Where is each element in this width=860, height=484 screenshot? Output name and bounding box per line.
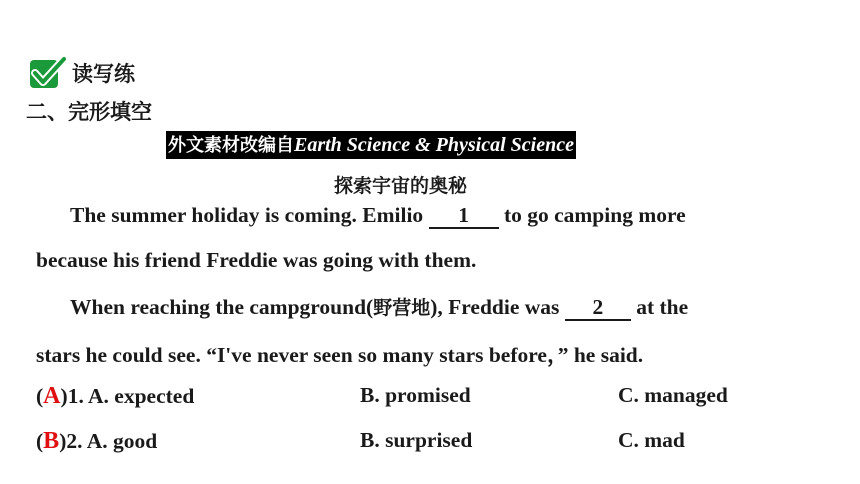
passage-line-4: stars he could see. “I've never seen so many stars before，” he said. <box>36 343 644 367</box>
option-a: A. good <box>86 429 158 453</box>
answer-mark: A <box>43 383 61 409</box>
blank-1: 1 <box>429 204 499 229</box>
question-number: 2. <box>66 429 83 453</box>
paren-close: ) <box>59 429 67 453</box>
passage-title: 探索宇宙的奥秘 <box>334 175 468 197</box>
section-heading <box>28 56 135 90</box>
passage-line-1 <box>70 203 686 229</box>
question-row-2 <box>36 428 157 455</box>
text-segment: to go camping more <box>503 203 686 227</box>
option-c: C. mad <box>618 428 685 452</box>
paren-open: ( <box>36 384 44 408</box>
option-a: A. expected <box>88 384 195 408</box>
text-segment-cn: 野营地 <box>373 297 431 319</box>
text-segment: ), Freddie was <box>430 295 560 319</box>
passage-line-2: because his friend Freddie was going with them. <box>36 248 477 272</box>
option-b: B. promised <box>360 383 471 407</box>
text-segment: The summer holiday is coming. Emilio <box>70 203 424 227</box>
source-en-text: Earth Science & Physical Science <box>294 134 574 156</box>
blank-2: 2 <box>565 296 631 321</box>
text-segment: at the <box>636 295 689 319</box>
text-segment: When reaching the campground( <box>70 295 374 319</box>
heading-label: 读写练 <box>72 62 135 86</box>
option-b: B. surprised <box>360 428 473 452</box>
paren-close: ) <box>60 384 68 408</box>
question-number: 1. <box>67 384 84 408</box>
checkmark-icon <box>28 56 68 90</box>
option-c: C. managed <box>618 383 728 407</box>
question-row-1 <box>36 383 194 410</box>
passage-line-3 <box>70 293 688 321</box>
source-banner <box>166 131 576 159</box>
paren-open: ( <box>36 429 44 453</box>
answer-mark: B <box>43 428 60 454</box>
section-title: 二、完形填空 <box>26 100 152 124</box>
source-cn-text: 外文素材改编自 <box>168 135 294 156</box>
